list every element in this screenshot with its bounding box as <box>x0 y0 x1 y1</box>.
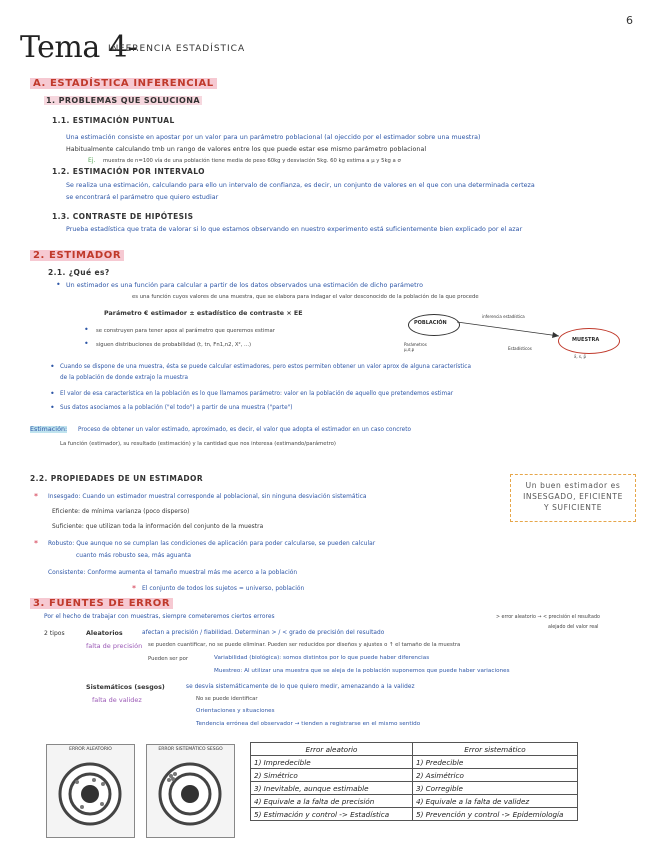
s11-line1: Una estimación consiste en apostar por un valor para un parámetro poblacional (al ojeccido por el estimador sobre una muestra) <box>66 134 481 141</box>
bullet-icon: • <box>50 403 55 412</box>
section-1-2-heading: 1.2. ESTIMACIÓN POR INTERVALO <box>52 167 205 176</box>
section-a-heading: A. ESTADÍSTICA INFERENCIAL <box>30 78 217 89</box>
bullet-icon: • <box>84 325 89 334</box>
estimacion-label: Estimación: <box>30 426 68 433</box>
bullet-icon: • <box>50 389 55 398</box>
inference-arrow-icon <box>455 316 565 346</box>
random-error-image <box>46 744 135 838</box>
systematic-error-caption: ERROR SISTEMÁTICO SESGO <box>158 747 223 752</box>
prop-suficiente: Suficiente: que utilizan toda la información del conjunto de la muestra <box>52 524 264 530</box>
table-cell: 3) Corregible <box>413 782 578 795</box>
muestreo: Muestreo: Al utilizar una muestra que se aleja de la población suponemos que puede haber variaciones <box>214 668 510 674</box>
s12-line1: Se realiza una estimación, calculando para ello un intervalo de confianza, es decir, un conjunto de valores en el que con una determinada certeza <box>66 182 535 189</box>
aleatorios-line1: afectan a precisión / fiabilidad. Determinan > / < grado de precisión del resultado <box>142 630 385 636</box>
section-2-2-heading: 2.2. PROPIEDADES DE UN ESTIMADOR <box>30 474 204 483</box>
box-line2: INSESGADO, EFICIENTE <box>523 492 623 501</box>
random-error-caption: ERROR ALEATORIO <box>69 747 112 752</box>
estadisticos-symbols: x̄, s, p̂ <box>574 354 587 359</box>
star-icon: * <box>34 492 38 501</box>
box-line1: Un buen estimador es <box>525 481 621 490</box>
aleatorios-label: Aleatorios <box>86 630 123 637</box>
bullet-icon: • <box>84 339 89 348</box>
table-row <box>251 769 578 782</box>
muestra-label: MUESTRA <box>572 337 600 343</box>
pueden-ser-por: Pueden ser por <box>148 656 189 662</box>
s13-line1: Prueba estadística que trata de valorar si lo que estamos observando en nuestro experimento está suficientemente bien explicado por el azar <box>66 226 523 233</box>
table-cell: 5) Prevención y control -> Epidemiología <box>413 808 578 821</box>
estimacion-line2: La función (estimador), su resultado (estimación) y la cantidad que nos interesa (estimando/parámetro) <box>60 441 336 447</box>
aleatorios-line2: se pueden cuantificar, no se puede eliminar. Pueden ser reducidos por diseños y ajustes o ↑ el tamaño de la muestra <box>148 642 461 648</box>
target-icon <box>47 752 134 832</box>
estimacion-line1: Proceso de obtener un valor estimado, aproximado, es decir, el valor que adopta el estimador en un caso concreto <box>78 427 412 433</box>
section-1-1-heading: 1.1. ESTIMACIÓN PUNTUAL <box>52 116 175 125</box>
section-2-1-heading: 2.1. ¿Qué es? <box>48 268 110 277</box>
p1-line1: Cuando se dispone de una muestra, ésta se puede calcular estimadores, pero estos permiten obtener un valor aprox de alguna característica <box>60 364 472 370</box>
sistematicos-line4: Tendencia errónea del observador → tienden a registrarse en el mismo sentido <box>196 721 421 727</box>
table-cell: 4) Equivale a la falta de validez <box>413 795 578 808</box>
s3-intro: Por el hecho de trabajar con muestras, siempre cometeremos ciertos errores <box>44 614 275 620</box>
star-icon: * <box>132 584 136 593</box>
table-cell: 2) Simétrico <box>251 769 413 782</box>
bullet-b2: siguen distribuciones de probabilidad (t, tn, Fn1,n2, X², ...) <box>96 342 252 348</box>
poblacion-label: POBLACIÓN <box>414 320 447 326</box>
s11-example: muestra de n=100 vía de una población tiene media de peso 60kg y desviación 5kg. 60 kg estima a μ y 5kg a σ <box>103 158 401 164</box>
table-row <box>251 795 578 808</box>
s3-right-note1: > error aleatorio → < precisión el resultado <box>496 615 600 620</box>
parametros-label: Parámetros μ,σ,p <box>404 342 427 352</box>
section-1-3-heading: 1.3. CONTRASTE DE HIPÓTESIS <box>52 212 194 221</box>
prop-eficiente: Eficiente: de mínima varianza (poco disperso) <box>52 509 190 515</box>
prop-robusto-line2: cuanto más robusto sea, más aguanta <box>76 553 192 559</box>
sistematicos-label: Sistemáticos (sesgos) <box>86 684 165 691</box>
section-1-heading: 1. PROBLEMAS QUE SOLUCIONA <box>46 96 200 105</box>
variabilidad-biologica: Variabilidad (biológica): somos distintos por lo que puede haber diferencias <box>214 655 430 661</box>
table-row <box>251 808 578 821</box>
inference-label: inferencia estadística <box>482 314 525 319</box>
table-cell: 5) Estimación y control -> Estadística <box>251 808 413 821</box>
section-2-heading: 2. ESTIMADOR <box>30 250 124 261</box>
page-subtitle: INFERENCIA ESTADÍSTICA <box>108 44 246 54</box>
s3-tipos: 2 tipos <box>44 630 65 637</box>
prop-consistente-line1: Consistente: Conforme aumenta el tamaño muestral más me acerco a la población <box>48 570 298 576</box>
bullet-b1: se construyen para tener apox al parámetro que queremos estimar <box>96 328 275 334</box>
sistematicos-line2: No se puede identificar <box>196 696 258 702</box>
prop-robusto-line1: Robusto: Que aunque no se cumplan las condiciones de aplicación para poder calcularse, se pueden calcular <box>48 541 376 547</box>
falta-precision: falta de precisión <box>86 642 143 650</box>
table-header: Error sistemático <box>413 743 578 756</box>
p1-line2: de la población de donde extrajo la muestra <box>60 375 189 381</box>
table-row <box>251 756 578 769</box>
page-title: Tema 4- <box>20 30 138 65</box>
formula: Parámetro € estimador ± estadístico de contraste × EE <box>104 310 303 317</box>
page-number: 6 <box>626 14 633 27</box>
prop-consistente-line2: El conjunto de todos los sujetos = universo, población <box>142 586 305 592</box>
star-icon: * <box>34 539 38 548</box>
table-header: Error aleatorio <box>251 743 413 756</box>
table-cell: 1) Impredecible <box>251 756 413 769</box>
p3: Sus datos asociamos a la población ("el todo") a partir de una muestra ("parte") <box>60 405 293 411</box>
good-estimator-box <box>510 474 636 522</box>
error-comparison-table <box>250 742 578 821</box>
p2: El valor de esa característica en la población es lo que llamamos parámetro: valor en la población de aquello que pretendemos estimar <box>60 391 454 397</box>
def-line1: Un estimador es una función para calcular a partir de los datos observados una estimación de dicho parámetro <box>66 282 424 289</box>
table-cell: 4) Equivale a la falta de precisión <box>251 795 413 808</box>
target-icon <box>147 752 234 832</box>
sistematicos-line3: Orientaciones y situaciones <box>196 708 275 714</box>
prop-insesgado: Insesgado: Cuando un estimador muestral corresponde al poblacional, sin ninguna desviación sistemática <box>48 494 367 500</box>
table-row <box>251 782 578 795</box>
bullet-icon: • <box>56 280 61 289</box>
estadisticos-label: Estadísticos <box>508 346 532 351</box>
section-3-heading: 3. FUENTES DE ERROR <box>30 598 173 609</box>
systematic-error-image <box>146 744 235 838</box>
bullet-icon: • <box>50 362 55 371</box>
s12-line2: se encontrará el parámetro que quiero estudiar <box>66 194 219 201</box>
def-line2: es una función cuyos valores de una muestra, que se elabora para indagar el valor desconocido de la población de la que procede <box>132 294 479 300</box>
table-cell: 2) Asimétrico <box>413 769 578 782</box>
table-cell: 3) Inevitable, aunque estimable <box>251 782 413 795</box>
s11-line2: Habitualmente calculando tmb un rango de valores entre los que puede estar ese mismo parámetro poblacional <box>66 146 427 153</box>
falta-validez: falta de validez <box>92 696 142 704</box>
box-line3: Y SUFICIENTE <box>543 503 603 512</box>
s3-right-note2: alejado del valor real <box>548 625 599 630</box>
s11-ej-label: Ej. <box>88 157 96 164</box>
table-cell: 1) Predecible <box>413 756 578 769</box>
sistematicos-line1: se desvía sistemáticamente de lo que quiero medir, amenazando a la validez <box>186 684 415 690</box>
